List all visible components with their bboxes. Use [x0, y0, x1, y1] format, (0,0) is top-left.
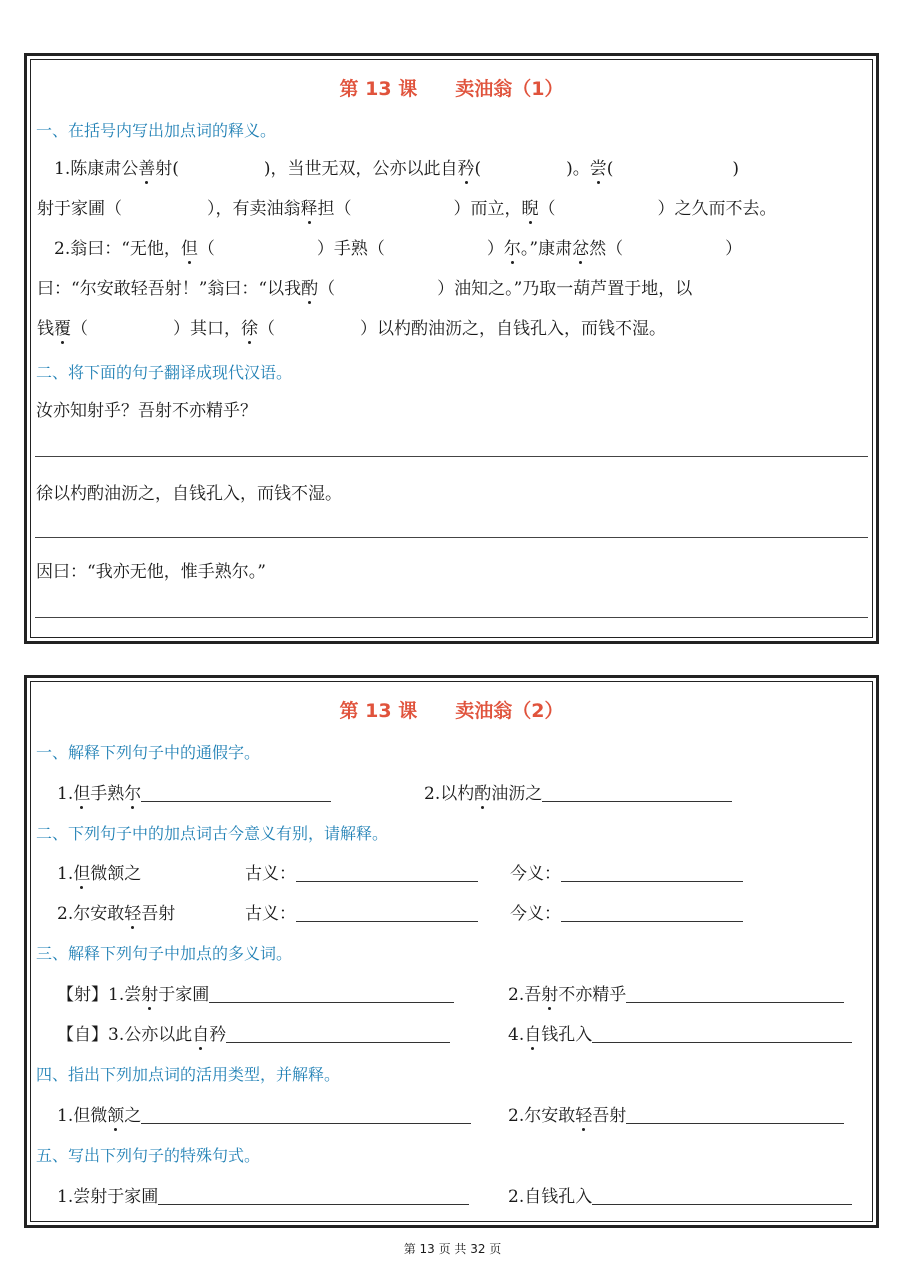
answer-blank[interactable]	[592, 1188, 852, 1205]
jushi-item-2: 2.自钱孔入	[508, 1182, 852, 1207]
passage-line-1: 1.陈康肃公善射( )，当世无双，公亦以此自矜( )。尝( )	[37, 154, 739, 179]
answer-blank[interactable]	[561, 905, 743, 922]
lesson2-section1-heading: 一、解释下列句子中的通假字。	[36, 743, 261, 762]
answer-blank[interactable]	[209, 986, 454, 1003]
worksheet-card-1	[24, 53, 879, 644]
answer-line-2[interactable]	[35, 537, 868, 538]
card-inner-border	[30, 59, 873, 638]
lesson1-section1-heading: 一、在括号内写出加点词的释义。	[36, 121, 277, 140]
passage-line-3: 2.翁曰：“无他，但（ ）手熟（ ）尔。”康肃忿然（ ）	[37, 234, 742, 259]
answer-blank[interactable]	[296, 905, 478, 922]
answer-blank[interactable]	[158, 1188, 469, 1205]
duoyi-item-4: 4.自钱孔入	[508, 1020, 852, 1045]
tongjia-item-1: 1.但手熟尔	[57, 779, 331, 804]
gujin-2-gu: 古义：	[245, 899, 478, 924]
answer-blank[interactable]	[296, 865, 478, 882]
answer-blank[interactable]	[561, 865, 743, 882]
answer-blank[interactable]	[626, 986, 844, 1003]
lesson2-section5-heading: 五、写出下列句子的特殊句式。	[36, 1146, 261, 1165]
jushi-item-1: 1.尝射于家圃	[57, 1182, 469, 1207]
answer-blank[interactable]	[626, 1107, 844, 1124]
gujin-2-jin: 今义：	[510, 899, 743, 924]
passage-line-2: 射于家圃（ ），有卖油翁释担（ ）而立，睨（ ）之久而不去。	[37, 194, 777, 219]
answer-line-1[interactable]	[35, 456, 868, 457]
answer-blank[interactable]	[141, 785, 331, 802]
passage-line-5: 钱覆（ ）其口，徐（ ）以杓酌油沥之，自钱孔入，而钱不湿。	[37, 314, 666, 339]
answer-line-3[interactable]	[35, 617, 868, 618]
page-number: 第 13 页 共 32 页	[403, 1242, 502, 1256]
lesson2-section3-heading: 三、解释下列句子中加点的多义词。	[36, 944, 293, 963]
answer-blank[interactable]	[226, 1026, 450, 1043]
worksheet-card-2	[24, 675, 879, 1228]
gujin-1-jin: 今义：	[510, 859, 743, 884]
gujin-item-2: 2.尔安敢轻吾射	[57, 899, 175, 924]
duoyi-item-1: 【射】1.尝射于家圃	[57, 980, 454, 1005]
passage-line-4: 曰：“尔安敢轻吾射！”翁曰：“以我酌（ ）油知之。”乃取一葫芦置于地，以	[37, 274, 692, 299]
answer-blank[interactable]	[542, 785, 732, 802]
lesson1-title: 第 13 课 卖油翁（1）	[339, 78, 564, 100]
lesson2-section4-heading: 四、指出下列加点词的活用类型，并解释。	[36, 1065, 341, 1084]
translate-sentence-2: 徐以杓酌油沥之，自钱孔入，而钱不湿。	[36, 484, 342, 504]
huoyong-item-2: 2.尔安敢轻吾射	[508, 1101, 844, 1126]
duoyi-item-3: 【自】3.公亦以此自矜	[57, 1020, 450, 1045]
gujin-1-gu: 古义：	[245, 859, 478, 884]
duoyi-item-2: 2.吾射不亦精乎	[508, 980, 844, 1005]
lesson2-title: 第 13 课 卖油翁（2）	[339, 700, 564, 722]
translate-sentence-1: 汝亦知射乎？吾射不亦精乎？	[36, 401, 257, 421]
answer-blank[interactable]	[592, 1026, 852, 1043]
answer-blank[interactable]	[141, 1107, 471, 1124]
tongjia-item-2: 2.以杓酌油沥之	[424, 779, 732, 804]
translate-sentence-3: 因曰：“我亦无他，惟手熟尔。”	[36, 562, 266, 582]
lesson2-section2-heading: 二、下列句子中的加点词古今意义有别，请解释。	[36, 824, 389, 843]
gujin-item-1: 1.但微颔之	[57, 859, 141, 884]
huoyong-item-1: 1.但微颔之	[57, 1101, 471, 1126]
lesson1-section2-heading: 二、将下面的句子翻译成现代汉语。	[36, 363, 293, 382]
